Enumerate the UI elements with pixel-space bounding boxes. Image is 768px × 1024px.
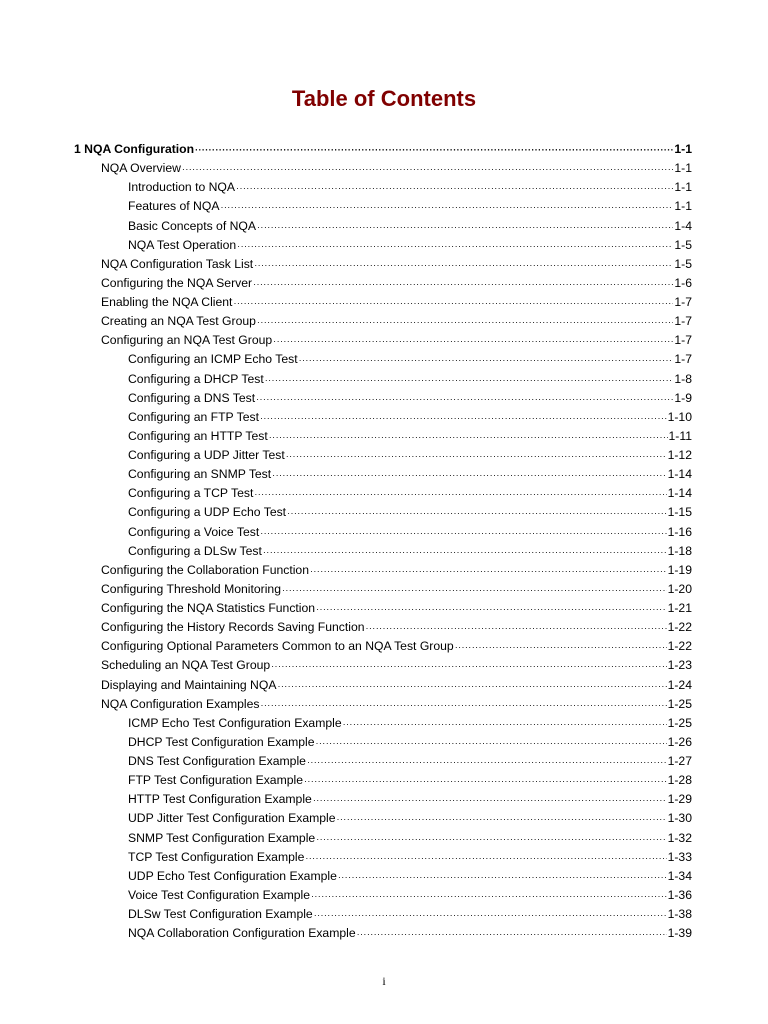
toc-entry-title: NQA Test Operation [128, 237, 237, 252]
toc-entry-title: Enabling the NQA Client [101, 295, 233, 309]
toc-leader-dots [271, 657, 666, 676]
toc-entry[interactable] [0, 924, 768, 943]
toc-entry[interactable] [0, 446, 768, 465]
toc-entry-title: Configuring an ICMP Echo Test [128, 352, 298, 367]
toc-entry-page: 1-22 [667, 620, 692, 635]
toc-leader-dots [311, 887, 667, 906]
toc-leader-dots [277, 677, 666, 696]
toc-entry[interactable] [0, 293, 768, 312]
toc-entry-page: 1-39 [667, 926, 692, 941]
toc-entry-page: 1-20 [667, 581, 692, 596]
toc-leader-dots [254, 256, 673, 275]
toc-entry[interactable] [0, 312, 768, 331]
toc-entry[interactable] [0, 733, 768, 752]
toc-entry-page: 1-33 [667, 849, 692, 864]
toc-entry[interactable] [0, 197, 768, 216]
toc-entry-page: 1-32 [667, 830, 692, 845]
toc-leader-dots [305, 849, 666, 868]
toc-entry-page: 1-7 [674, 333, 692, 348]
toc-leader-dots [299, 351, 674, 370]
toc-entry-title: DHCP Test Configuration Example [128, 734, 315, 749]
toc-entry-page: 1-36 [667, 887, 692, 902]
toc-leader-dots [256, 390, 673, 409]
toc-entry-title: Configuring an FTP Test [128, 409, 259, 424]
toc-entry[interactable] [0, 465, 768, 484]
toc-leader-dots [273, 332, 673, 351]
toc-entry[interactable] [0, 370, 768, 389]
toc-entry-title: Introduction to NQA [128, 180, 236, 195]
toc-entry-page: 1-1 [674, 199, 692, 214]
toc-leader-dots [310, 562, 667, 581]
toc-entry-page: 1-1 [674, 180, 692, 195]
toc-entry-title: Creating an NQA Test Group [101, 314, 256, 329]
toc-entry-page: 1-12 [667, 448, 692, 462]
page-title: Table of Contents [291, 86, 477, 111]
toc-entry-title: Configuring an HTTP Test [128, 428, 268, 443]
toc-leader-dots [195, 141, 673, 160]
toc-entry-title: Scheduling an NQA Test Group [101, 658, 271, 673]
toc-entry-title: Configuring a Voice Test [128, 524, 260, 539]
toc-entry-page: 1-29 [667, 792, 692, 807]
toc-leader-dots [260, 409, 667, 428]
toc-entry-page: 1-24 [667, 677, 692, 692]
toc-entry-page: 1-38 [667, 907, 692, 921]
toc-leader-dots [257, 313, 673, 332]
toc-entry-title: NQA Configuration Task List [101, 256, 254, 271]
toc-leader-dots [366, 619, 667, 638]
toc-entry-title: SNMP Test Configuration Example [128, 830, 316, 845]
toc-leader-dots [237, 237, 673, 256]
toc-entry-title: Configuring the NQA Statistics Function [101, 601, 316, 615]
toc-entry[interactable] [0, 159, 768, 178]
toc-entry[interactable] [0, 503, 768, 522]
toc-entry[interactable] [0, 274, 768, 293]
toc-entry[interactable] [0, 427, 768, 446]
toc-entry-page: 1-23 [667, 658, 692, 673]
toc-entry[interactable] [0, 867, 768, 886]
toc-entry[interactable] [0, 561, 768, 580]
toc-entry[interactable] [0, 389, 768, 408]
toc-leader-dots [233, 294, 673, 313]
toc-entry-title: FTP Test Configuration Example [128, 773, 303, 788]
toc-entry-title: Voice Test Configuration Example [128, 887, 311, 902]
toc-leader-dots [343, 715, 667, 734]
toc-entry-title: ICMP Echo Test Configuration Example [128, 715, 342, 730]
toc-entry-page: 1-18 [667, 543, 692, 558]
toc-entry-title: Configuring the Collaboration Function [101, 562, 309, 577]
toc-entry-page: 1-16 [667, 524, 692, 539]
toc-entry-title: Configuring the History Records Saving Function [101, 620, 365, 635]
toc-entry[interactable] [0, 178, 768, 197]
toc-entry-title: UDP Jitter Test Configuration Example [128, 811, 336, 826]
toc-leader-dots [316, 734, 667, 753]
toc-entry-page: 1-15 [667, 505, 692, 520]
toc-entry[interactable] [0, 695, 768, 714]
toc-entry-page: 1-34 [667, 868, 692, 883]
toc-entry-title: Configuring a DNS Test [128, 390, 256, 405]
toc-leader-dots [316, 600, 667, 619]
toc-entry[interactable] [0, 829, 768, 848]
toc-leader-dots [257, 218, 673, 237]
toc-entry[interactable] [0, 542, 768, 561]
toc-entry-title: Configuring a TCP Test [128, 486, 254, 501]
toc-entry[interactable] [0, 714, 768, 733]
toc-entry-page: 1-25 [667, 696, 692, 711]
toc-entry-page: 1-25 [667, 715, 692, 730]
toc-entry-page: 1-7 [674, 314, 692, 329]
toc-entry[interactable] [0, 905, 768, 924]
toc-entry-title: Displaying and Maintaining NQA [101, 677, 277, 692]
toc-entry-page: 1-14 [667, 467, 692, 482]
toc-leader-dots [254, 485, 666, 504]
toc-leader-dots [338, 868, 667, 887]
toc-leader-dots [182, 160, 673, 179]
toc-entry[interactable] [0, 637, 768, 656]
toc-leader-dots [236, 179, 673, 198]
toc-entry-title: Configuring Optional Parameters Common to an NQA Test Group [101, 639, 454, 654]
toc-entry[interactable] [0, 217, 768, 236]
toc-entry-page: 1-10 [667, 409, 692, 424]
page-number: i [382, 974, 386, 988]
toc-entry-title: Configuring a DLSw Test [128, 543, 262, 558]
toc-entry-page: 1-22 [667, 639, 692, 654]
toc-entry-page: 1-11 [668, 428, 692, 443]
toc-entry[interactable] [0, 676, 768, 695]
toc-entry-title: Configuring an SNMP Test [128, 467, 272, 482]
toc-entry[interactable] [0, 790, 768, 809]
toc-entry[interactable] [0, 255, 768, 274]
toc-entry[interactable] [0, 523, 768, 542]
toc-leader-dots [313, 791, 667, 810]
toc-leader-dots [455, 638, 667, 657]
toc-entry-title: HTTP Test Configuration Example [128, 792, 312, 807]
toc-entry[interactable] [0, 771, 768, 790]
toc-entry-title: NQA Configuration Examples [101, 696, 260, 711]
toc-entry-title: Configuring an NQA Test Group [101, 333, 273, 348]
toc-entry-title: Configuring a DHCP Test [128, 371, 264, 386]
toc-entry-page: 1-14 [667, 486, 692, 501]
toc-entry-page: 1-8 [674, 371, 692, 386]
toc-entry-title: Configuring a UDP Echo Test [128, 505, 287, 520]
toc-leader-dots [304, 772, 667, 791]
toc-leader-dots [314, 906, 667, 925]
toc-leader-dots [316, 830, 666, 849]
toc-entry[interactable] [0, 752, 768, 771]
toc-entry-page: 1-26 [667, 734, 692, 749]
toc-entry-title: NQA Collaboration Configuration Example [128, 926, 356, 941]
toc-entry[interactable] [0, 886, 768, 905]
toc-entry-title: Configuring the NQA Server [101, 275, 253, 290]
toc-leader-dots [261, 696, 667, 715]
toc-leader-dots [282, 581, 667, 600]
toc-entry-page: 1-30 [667, 811, 692, 826]
toc-entry[interactable] [0, 809, 768, 828]
toc-entry-title: NQA Overview [101, 161, 181, 176]
toc-leader-dots [263, 543, 667, 562]
toc-leader-dots [220, 198, 673, 217]
toc-leader-dots [307, 753, 667, 772]
table-of-contents [0, 140, 768, 943]
toc-leader-dots [265, 371, 674, 390]
toc-entry[interactable] [0, 350, 768, 369]
toc-entry[interactable] [0, 331, 768, 350]
toc-entry-page: 1-19 [667, 562, 692, 577]
toc-entry[interactable] [0, 618, 768, 637]
toc-entry-page: 1-5 [674, 256, 692, 271]
toc-leader-dots [272, 466, 666, 485]
toc-entry[interactable] [0, 408, 768, 427]
toc-entry-page: 1-21 [667, 601, 692, 615]
toc-leader-dots [269, 428, 668, 447]
toc-entry-page: 1-1 [674, 161, 692, 176]
toc-entry-title: Configuring Threshold Monitoring [101, 581, 281, 596]
toc-leader-dots [337, 810, 667, 829]
toc-entry-page: 1-7 [674, 295, 692, 309]
toc-leader-dots [357, 925, 667, 944]
toc-entry-title: 1 NQA Configuration [74, 142, 195, 156]
toc-leader-dots [286, 447, 667, 466]
toc-entry[interactable] [0, 599, 768, 618]
toc-entry-title: DNS Test Configuration Example [128, 754, 306, 768]
toc-entry-page: 1-9 [674, 390, 692, 405]
toc-entry-title: UDP Echo Test Configuration Example [128, 868, 337, 883]
toc-entry[interactable] [0, 848, 768, 867]
toc-entry-title: Basic Concepts of NQA [128, 218, 257, 233]
toc-entry[interactable] [0, 236, 768, 255]
toc-entry[interactable] [0, 580, 768, 599]
toc-entry-title: Features of NQA [128, 199, 220, 214]
toc-entry-title: DLSw Test Configuration Example [128, 907, 313, 921]
toc-entry-page: 1-28 [667, 773, 692, 788]
toc-entry-page: 1-4 [674, 218, 692, 233]
toc-entry-page: 1-27 [667, 754, 692, 768]
toc-entry-page: 1-7 [674, 352, 692, 367]
toc-entry-title: TCP Test Configuration Example [128, 849, 305, 864]
toc-entry-title: Configuring a UDP Jitter Test [128, 448, 285, 462]
toc-entry[interactable] [0, 484, 768, 503]
toc-entry[interactable] [0, 140, 768, 159]
toc-leader-dots [287, 504, 667, 523]
toc-leader-dots [253, 275, 673, 294]
toc-entry-page: 1-1 [674, 142, 692, 156]
toc-entry[interactable] [0, 656, 768, 675]
toc-leader-dots [260, 524, 666, 543]
toc-entry-page: 1-5 [674, 237, 692, 252]
toc-entry-page: 1-6 [674, 275, 692, 290]
